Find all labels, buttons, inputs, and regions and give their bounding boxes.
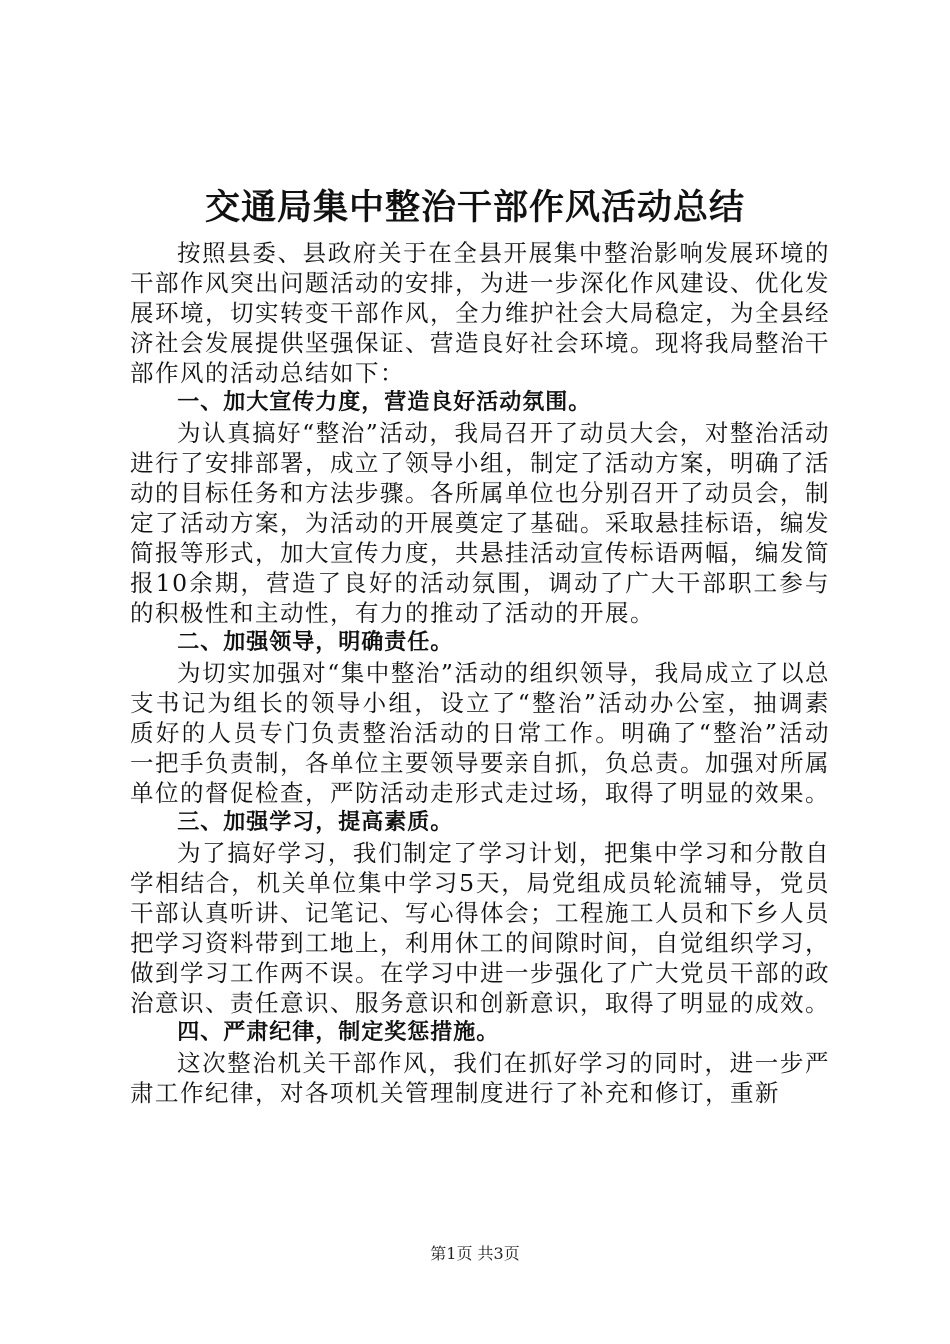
- paragraph-section-1: 为认真搞好“整治”活动，我局召开了动员大会，对整治活动进行了安排部署，成立了领导小组，制定了活动方案，明确了活动的目标任务和方法步骤。各所属单位也分别召开了动员会，制定了活动方案，为活动的开展奠定了基础。采取悬挂标语，编发简报等形式，加大宣传力度，共悬挂活动宣传标语两幅，编发简报10余期，营造了良好的活动氛围，调动了广大干部职工参与的积极性和主动性，有力的推动了活动的开展。: [130, 419, 830, 627]
- paragraph-section-4: 这次整治机关干部作风，我们在抓好学习的同时，进一步严肃工作纪律，对各项机关管理制度进行了补充和修订，重新: [130, 1049, 830, 1107]
- paragraph-section-2: 为切实加强对“集中整治”活动的组织领导，我局成立了以总支书记为组长的领导小组，设立了“整治”活动办公室，抽调素质好的人员专门负责整治活动的日常工作。明确了“整治”活动一把手负责制，各单位主要领导要亲自抓，负总责。加强对所属单位的督促检查，严防活动走形式走过场，取得了明显的效果。: [130, 659, 830, 807]
- document-title: 交通局集中整治干部作风活动总结: [204, 188, 745, 228]
- paragraph-intro: 按照县委、县政府关于在全县开展集中整治影响发展环境的干部作风突出问题活动的安排，为进一步深化作风建设、优化发展环境，切实转变干部作风，全力维护社会大局稳定，为全县经济社会发展提供坚强保证、营造良好社会环境。现将我局整治干部作风的活动总结如下：: [130, 239, 830, 387]
- paragraph-section-3: 为了搞好学习，我们制定了学习计划，把集中学习和分散自学相结合，机关单位集中学习5天，局党组成员轮流辅导，党员干部认真听讲、记笔记、写心得体会；工程施工人员和下乡人员把学习资料带到工地上，利用休工的间隙时间，自觉组织学习，做到学习工作两不误。在学习中进一步强化了广大党员干部的政治意识、责任意识、服务意识和创新意识，取得了明显的成效。: [130, 839, 830, 1017]
- section-heading-1: 一、加大宣传力度，营造良好活动氛围。: [177, 390, 592, 415]
- section-heading-2: 二、加强领导，明确责任。: [177, 630, 454, 655]
- section-heading-4: 四、严肃纪律，制定奖惩措施。: [177, 1020, 500, 1045]
- document-body: [130, 238, 830, 1108]
- section-heading-3: 三、加强学习，提高素质。: [177, 810, 454, 835]
- page-footer: 第1页 共3页: [430, 1244, 520, 1263]
